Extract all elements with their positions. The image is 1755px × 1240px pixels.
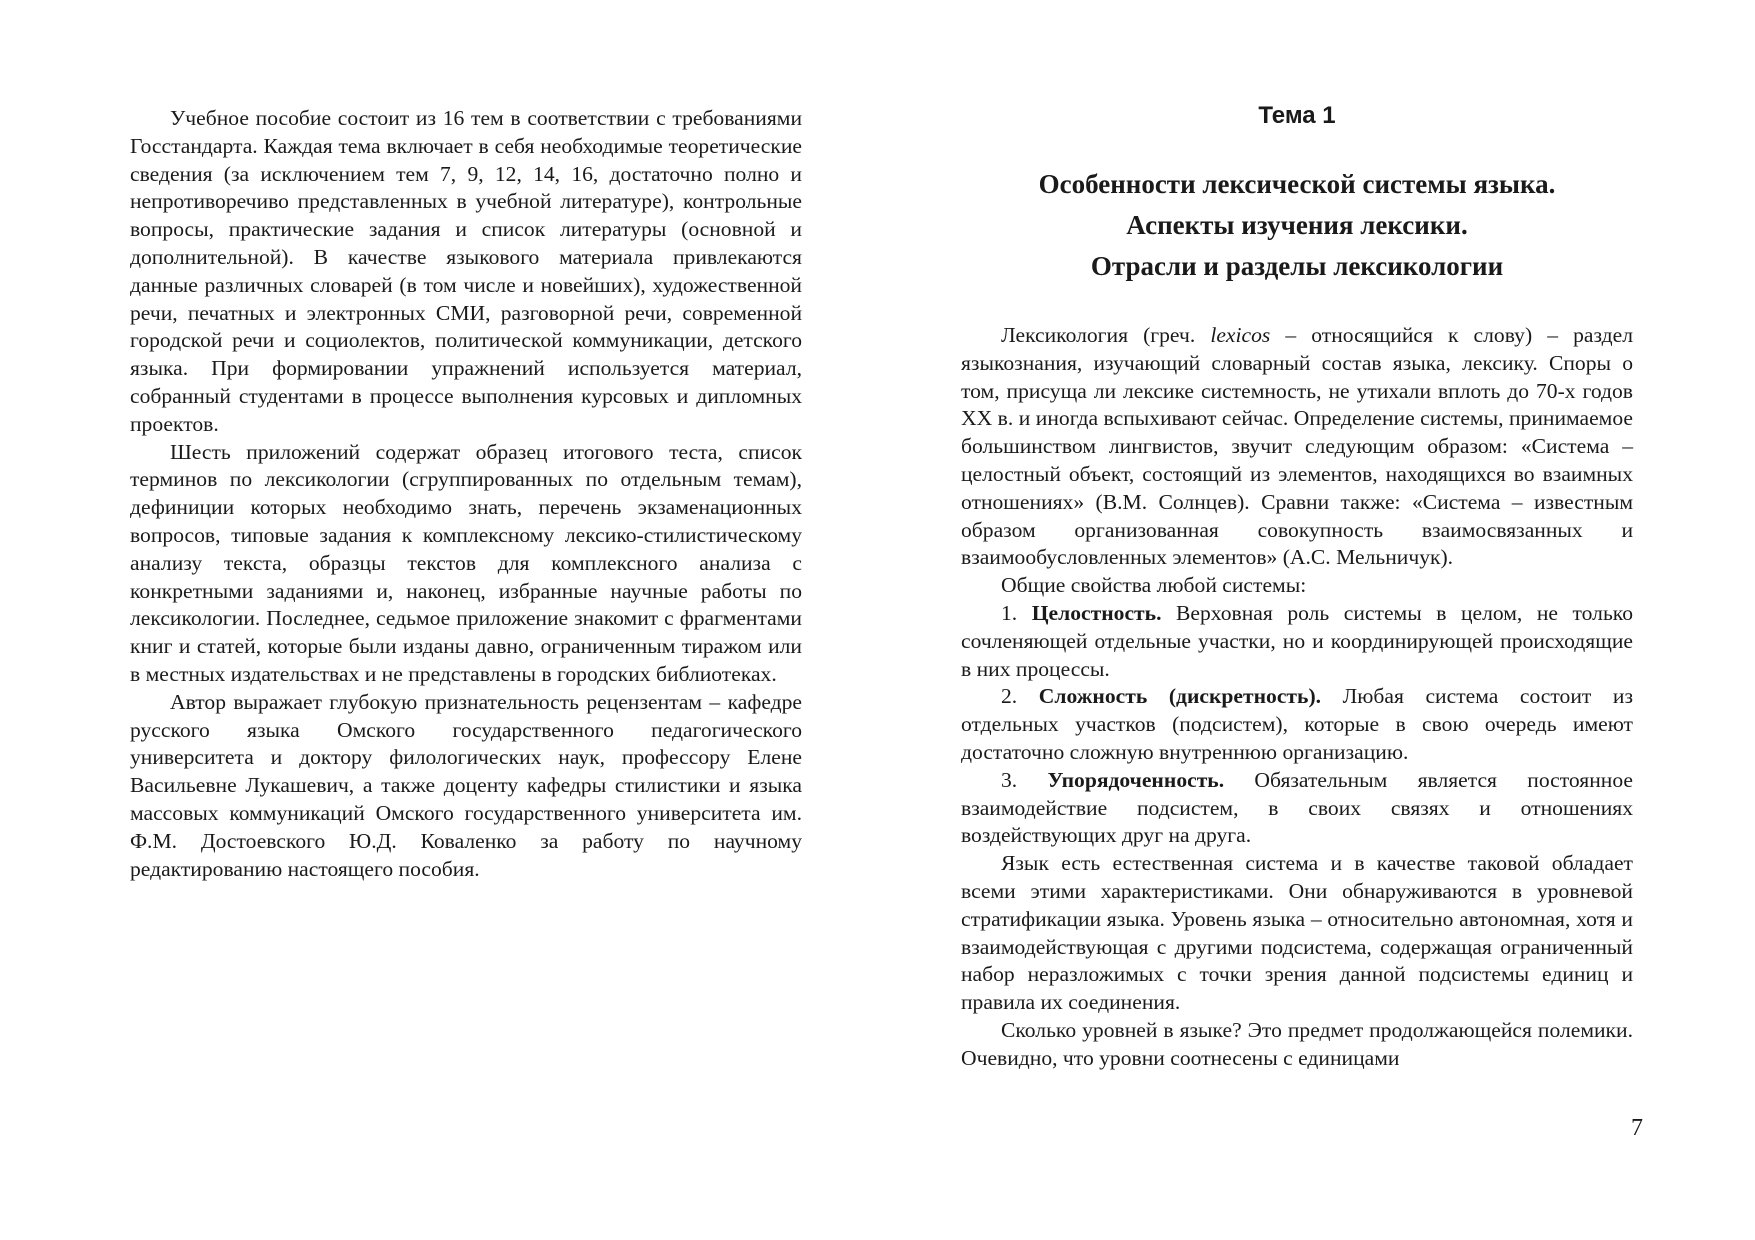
- intro-text-rest: – относящийся к слову) – раздел языкознания, изучающий словарный состав языка, лексику. Споры о том, присуща ли лексике системность, не утихали вплоть до 70-х годов XX в. и иногда вспыхивают сейчас. Определение системы, принимаемое большинством лингвистов, звучит следующим образом: «Система – целостный объект, состоящий из элементов, находящихся во взаимных отношениях» (В.М. Солнцев). Сравни также: «Система – известным образом организованная совокупность взаимосвязанных и взаимообусловленных элементов» (А.С. Мельничук).: [961, 323, 1634, 570]
- property-description: Обязательным является постоянное взаимодействие подсистем, в своих связях и отношениях воздействующих друг на друга.: [961, 767, 1633, 848]
- property-number: 1.: [1001, 600, 1018, 625]
- closing-paragraph-2: Сколько уровней в языке? Это предмет продолжающейся полемики. Очевидно, что уровни соотнесены с единицами: [961, 1017, 1633, 1070]
- intro-greek-term: lexicos: [1210, 323, 1271, 347]
- intro-text-start: Лексикология (греч.: [1001, 323, 1211, 347]
- property-item-2: [961, 683, 1633, 766]
- topic-title: [961, 164, 1633, 287]
- property-item-1: [961, 600, 1633, 683]
- left-paragraph-2: Шесть приложений содержат образец итогового теста, список терминов по лексикологии (сгруппированных по отдельным темам), дефиниции которых необходимо знать, перечень экзаменационных вопросов, типовые задания к комплексному лексико-стилистическому анализу текста, образцы текстов для комплексного анализа с конкретными заданиями и, наконец, избранные научные работы по лексикологии. Последнее, седьмое приложение знакомит с фрагментами книг и статей, которые были изданы давно, ограниченным тиражом или в местных издательствах и не представлены в городских библиотеках.: [130, 439, 802, 686]
- intro-paragraph: [961, 322, 1633, 572]
- closing-paragraph-1: Язык есть естественная система и в качестве таковой обладает всеми этими характеристиками. Они обнаруживаются в уровневой стратификации языка. Уровень языка – относительно автономная, хотя и взаимодействующая с другими подсистема, содержащая ограниченный набор неразложимых с точки зрения данной подсистемы единиц и правила их соединения.: [961, 851, 1633, 1015]
- topic-number: Тема 1: [1258, 102, 1336, 129]
- left-paragraph-1: Учебное пособие состоит из 16 тем в соответствии с требованиями Госстандарта. Каждая тема включает в себя необходимые теоретические сведения (за исключением тем 7, 9, 12, 14, 16, достаточно полно и непротиворечиво представленных в учебной литературе), контрольные вопросы, практические задания и список литературы (основной и дополнительной). В качестве языкового материала привлекаются данные различных словарей (в том числе и новейших), художественной речи, печатных и электронных СМИ, разговорной речи, современной городской речи и социолектов, политической коммуникации, детского языка. При формировании упражнений используется материал, собранный студентами в процессе выполнения курсовых и дипломных проектов.: [130, 106, 802, 436]
- property-number: 2.: [1001, 684, 1018, 709]
- right-page-body: [961, 322, 1633, 1073]
- left-page-body: [130, 105, 802, 883]
- topic-title-line-1: Особенности лексической системы языка.: [1038, 169, 1556, 199]
- left-page: [0, 0, 877, 1240]
- property-term: Сложность (дискретность).: [1038, 684, 1322, 709]
- page-number: 7: [1631, 1115, 1643, 1141]
- right-page: [877, 0, 1755, 1240]
- properties-intro: Общие свойства любой системы:: [1001, 573, 1307, 598]
- property-term: Упорядоченность.: [1047, 767, 1225, 792]
- left-paragraph-3: Автор выражает глубокую признательность рецензентам – кафедре русского языка Омского государственного педагогического университета и доктору филологических наук, профессору Елене Васильевне Лукашевич, а также доценту кафедры стилистики и языка массовых коммуникаций Омского государственного университета им. Ф.М. Достоевского Ю.Д. Коваленко за работу по научному редактированию настоящего пособия.: [130, 689, 802, 881]
- property-description: Любая система состоит из отдельных участков (подсистем), которые в свою очередь имеют достаточно сложную внутреннюю организацию.: [961, 684, 1633, 764]
- property-number: 3.: [1001, 767, 1018, 792]
- topic-title-line-3: Отрасли и разделы лексикологии: [1090, 251, 1504, 281]
- property-item-3: [961, 767, 1633, 850]
- property-description: Верховная роль системы в целом, не только сочленяющей отдельные участки, но и координирующей происходящие в них процессы.: [961, 600, 1633, 681]
- topic-title-line-2: Аспекты изучения лексики.: [1126, 210, 1468, 240]
- property-term: Целостность.: [1031, 600, 1162, 625]
